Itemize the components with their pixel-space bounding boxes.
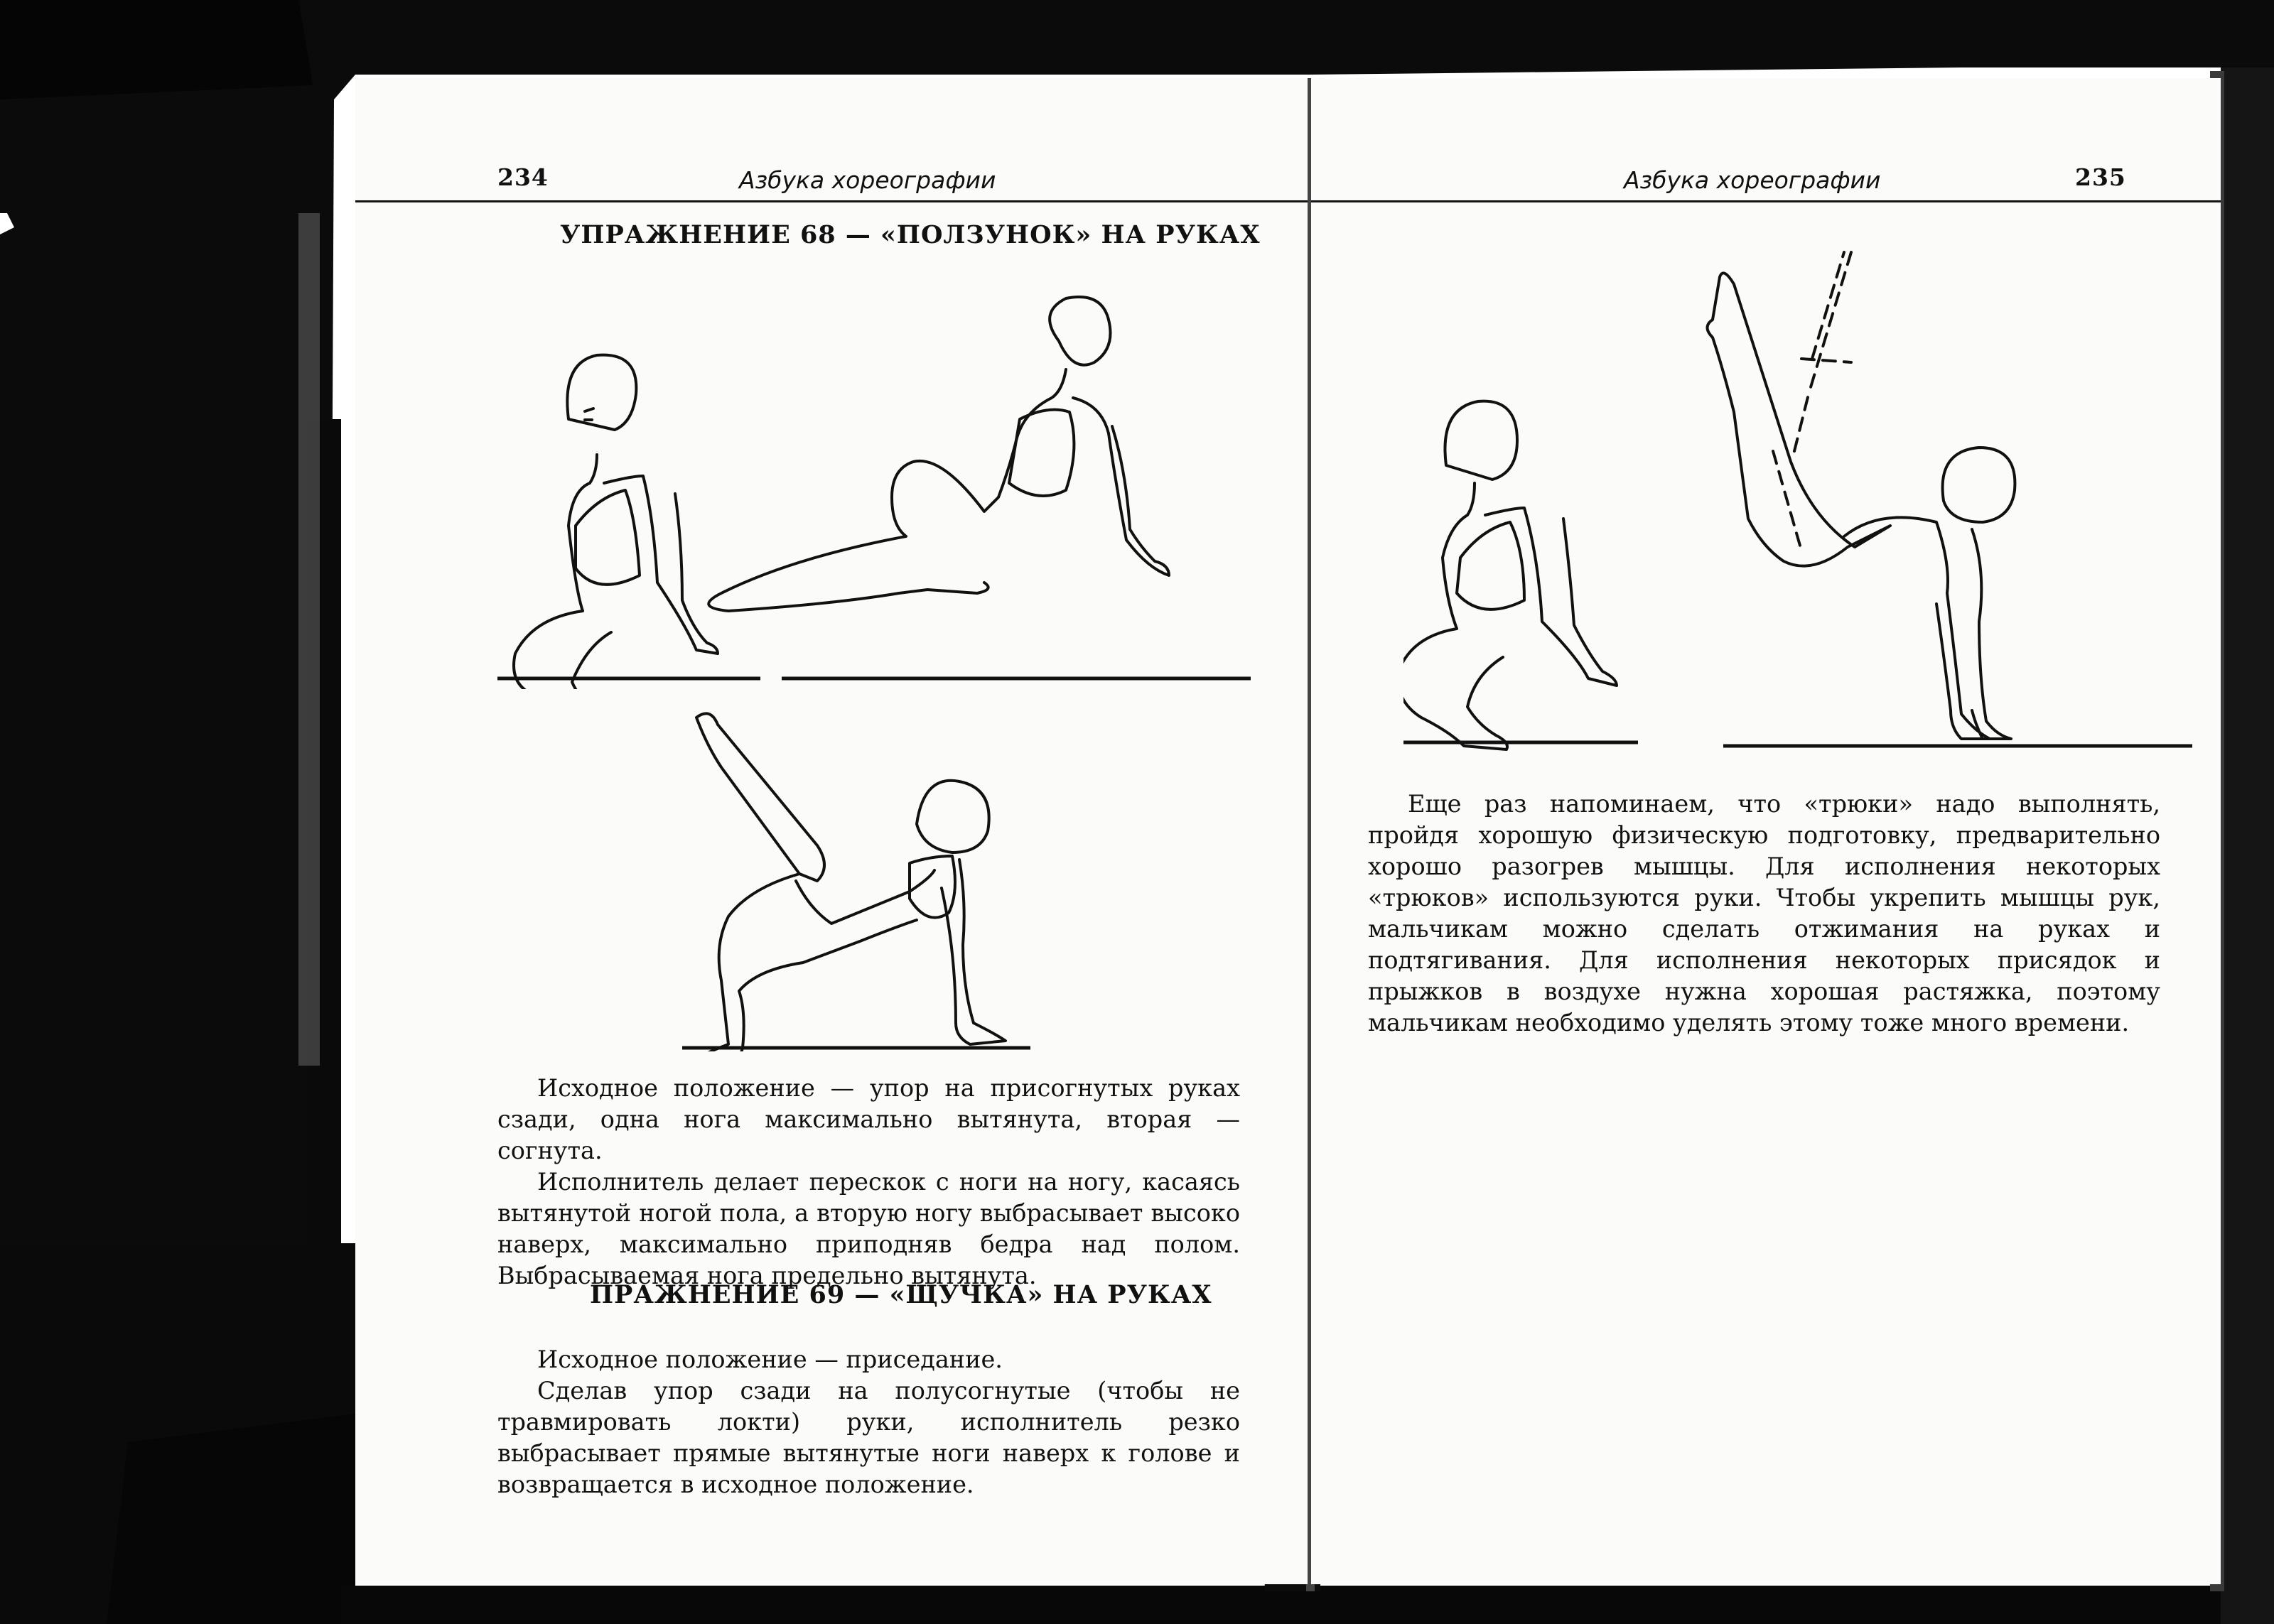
running-head-right — [1311, 158, 2221, 202]
exercise-68-illustration-bottom — [682, 703, 1038, 1051]
page-number: 234 — [497, 163, 549, 191]
left-page — [355, 78, 1308, 1584]
exercise-68-paragraph-1: Исходное положение — упор на присогнутых руках сзади, одна нога максимально вытянута, вторая — согнута. — [497, 1074, 1240, 1164]
figure-head — [567, 355, 636, 430]
exercise-68-illustration-top — [497, 291, 1251, 689]
figure-torso — [576, 490, 640, 585]
exercise-68-paragraph-2: Исполнитель делает перескок с ноги на ногу, касаясь вытянутой ногой пола, а вторую ногу выбрасывает высоко наверх, максимально приподняв бедра над полом. Выбрасываемая нога предельно вытянута. — [497, 1168, 1240, 1289]
figure-torso — [1009, 410, 1074, 496]
page-number: 235 — [2075, 163, 2126, 191]
running-title: Азбука хореографии — [1624, 166, 1881, 194]
exercise-69-paragraph-1: Исходное положение — приседание. — [537, 1346, 1003, 1373]
figure-head — [1445, 401, 1517, 480]
figure-head — [1050, 297, 1110, 365]
exercise-69-paragraph-2: Сделав упор сзади на полусогнутые (чтобы не травмировать локти) руки, исполнитель резко выбрасывает прямые вытянутые ноги наверх к голове и возвращается в исходное положение. — [497, 1377, 1240, 1498]
running-title: Азбука хореографии — [739, 166, 996, 194]
running-head-left — [355, 158, 1308, 202]
figure-head — [917, 781, 989, 852]
exercise-69-illustration — [1403, 245, 2192, 757]
exercise-69-title: ПРАЖНЕНИЕ 69 — «ЩУЧКА» НА РУКАХ — [590, 1280, 1212, 1309]
figure-head — [1943, 448, 2015, 522]
right-page-paragraph: Еще раз напоминаем, что «трюки» надо выполнять, пройдя хорошую физическую подготовку, предварительно хорошо разогрев мышцы. Для исполнения некоторых «трюков» используются руки. Чтобы укрепить мышцы рук, мальчикам можно сделать отжимания на руках и подтягивания. Для исполнения некоторых присядок и прыжков в воздухе нужна хорошая растяжка, поэтому мальчикам необходимо уделять этому тоже много времени. — [1368, 790, 2160, 1036]
exercise-68-title: УПРАЖНЕНИЕ 68 — «ПОЛЗУНОК» НА РУКАХ — [560, 220, 1261, 249]
right-page — [1311, 78, 2221, 1584]
figure-torso — [1457, 522, 1524, 610]
